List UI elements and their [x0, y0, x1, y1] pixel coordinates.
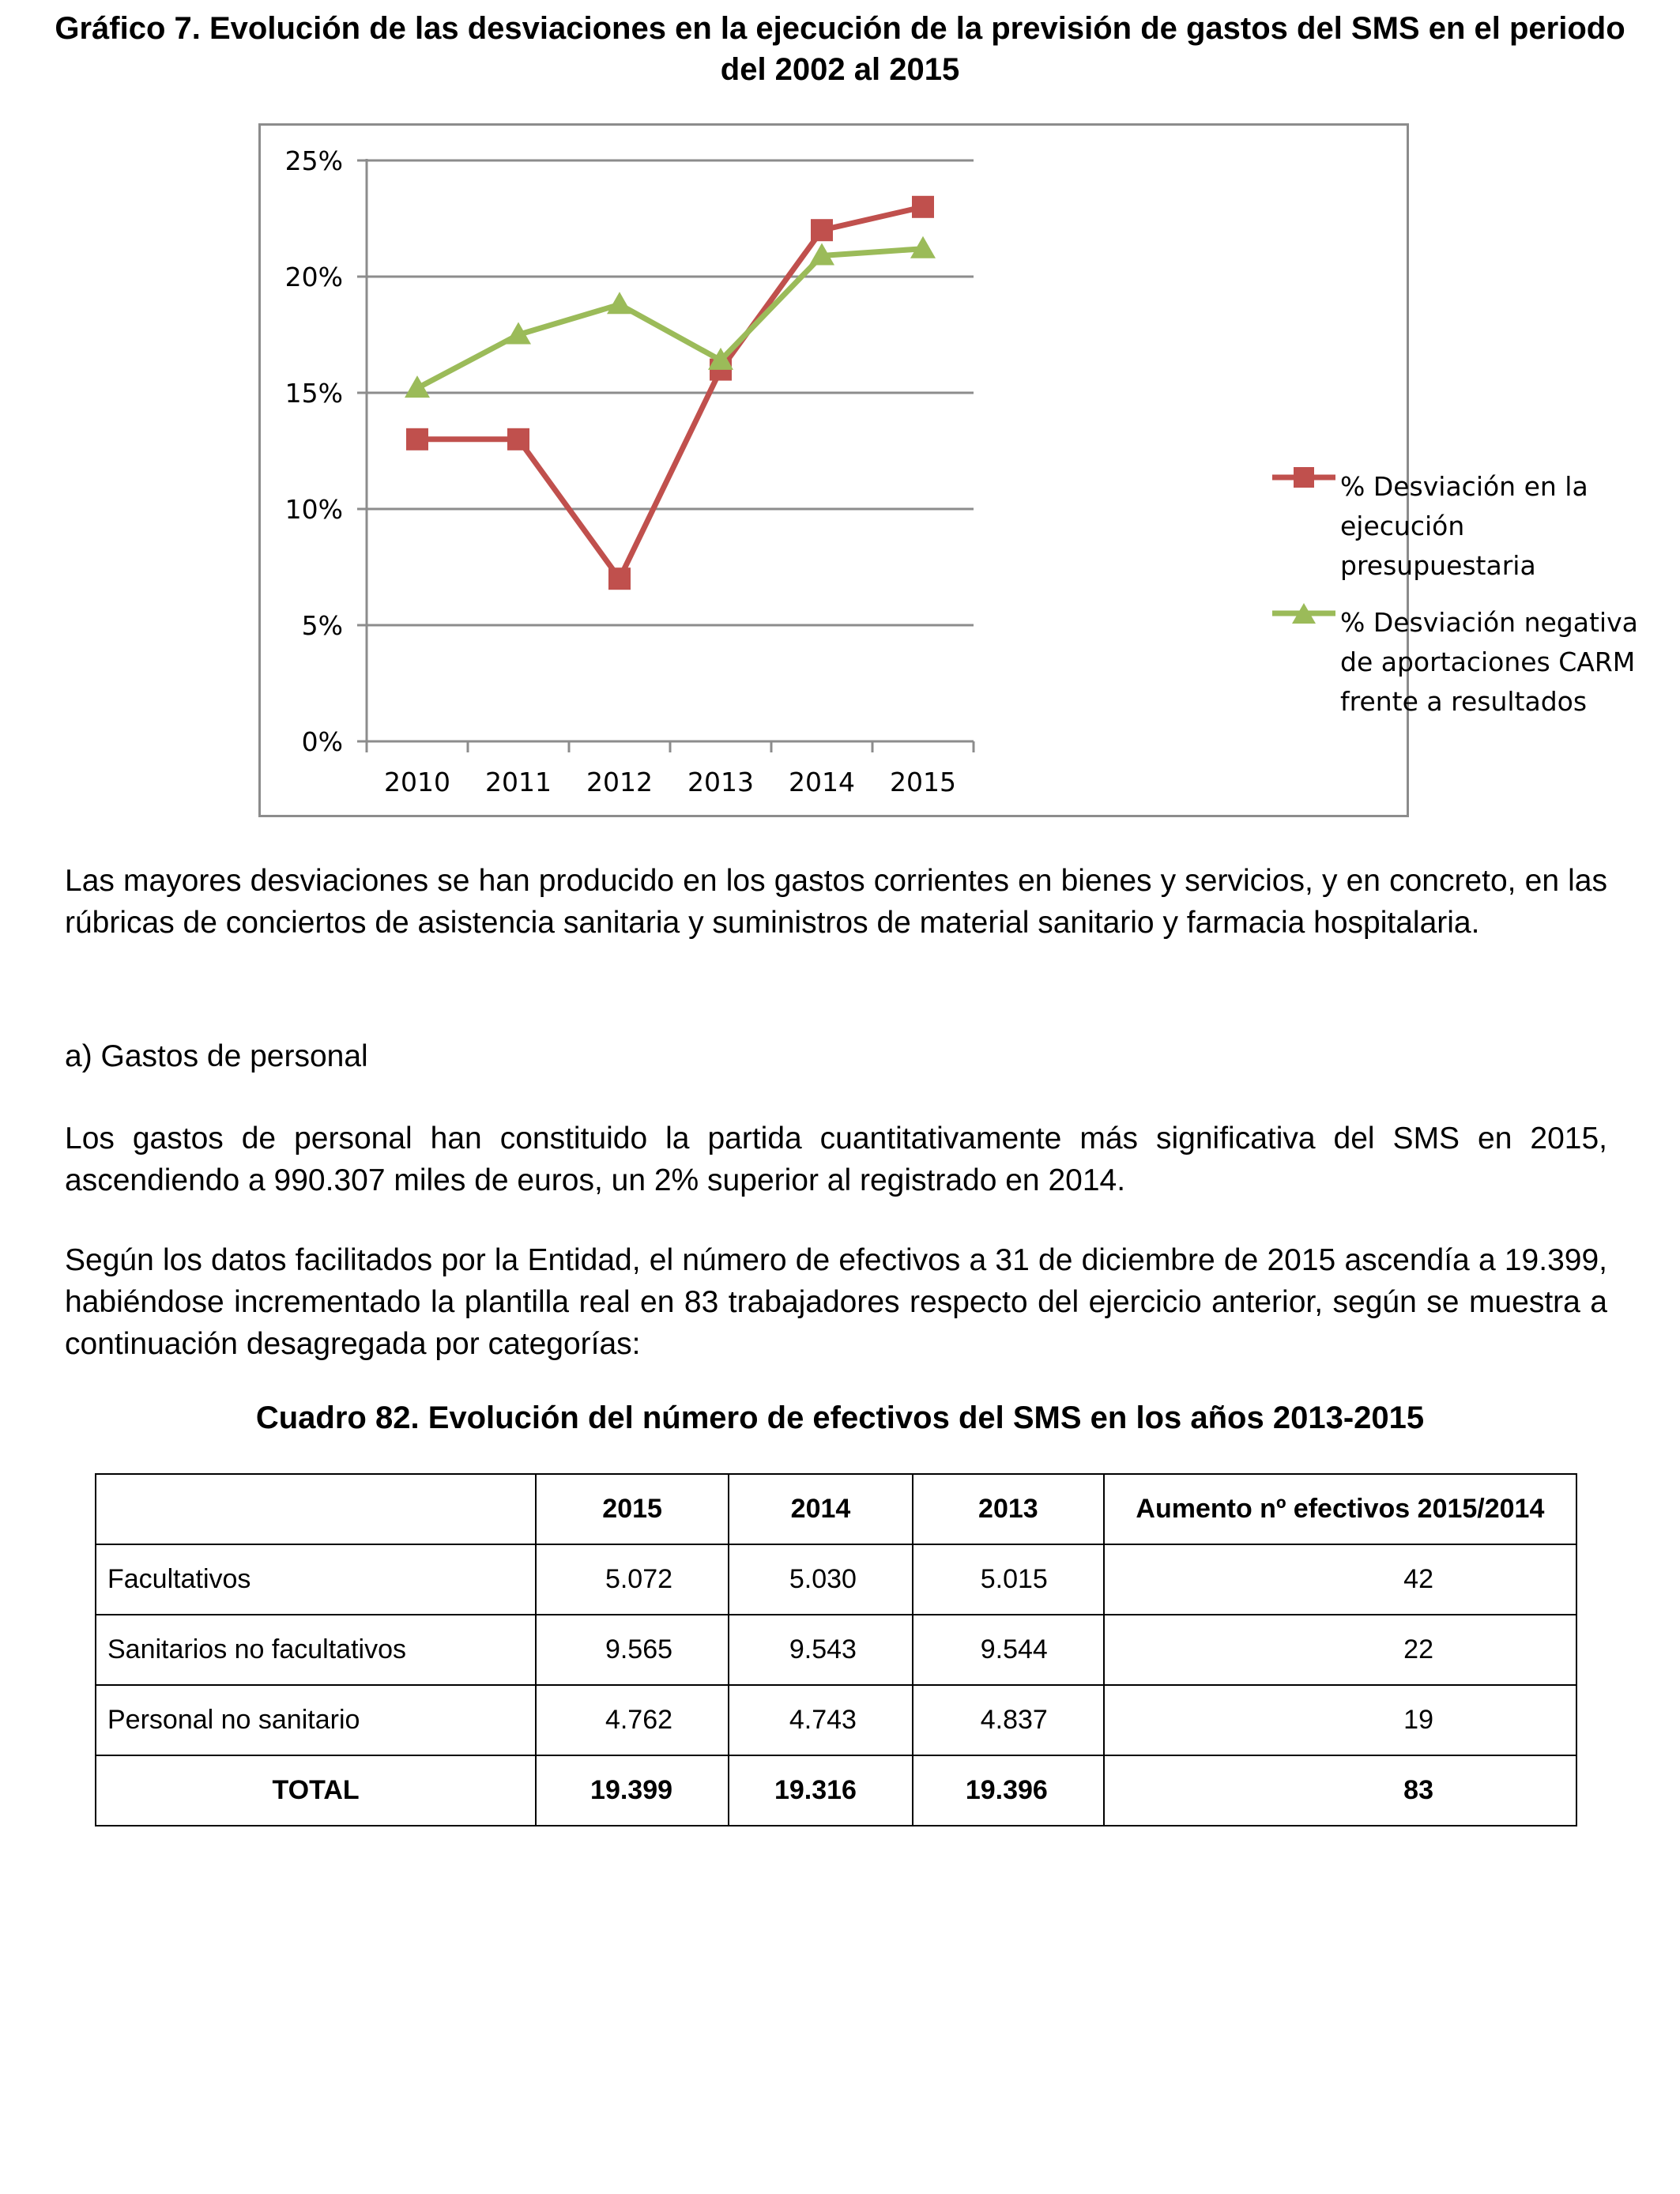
- x-tick-label: 2014: [789, 767, 855, 797]
- table-cell: Personal no sanitario: [96, 1685, 536, 1755]
- table-cell: 42: [1104, 1544, 1576, 1615]
- paragraph-efectivos: Según los datos facilitados por la Entidad, el número de efectivos a 31 de diciembre de 2015 ascendía a 19.399, habiéndose incrementado la plantilla real en 83 trabajadores respecto del ejercicio anterior, según se muestra a continuación desagregada por categorías:: [65, 1243, 1607, 1361]
- y-tick-label: 10%: [284, 494, 343, 525]
- table-row: [96, 1685, 1576, 1755]
- legend-swatch: [1272, 603, 1340, 624]
- table-cell: 22: [1104, 1615, 1576, 1685]
- table-cell: Sanitarios no facultativos: [96, 1615, 536, 1685]
- chart-legend: [1272, 467, 1667, 739]
- paragraph-gastos-personal: Los gastos de personal han constituido la partida cuantitativamente más significativa del SMS en 2015, ascendiendo a 990.307 miles de euros, un 2% superior al registrado en 2014.: [65, 1122, 1607, 1197]
- legend-label: % Desviación en la ejecución presupuestaria: [1340, 471, 1588, 581]
- table-title: Cuadro 82. Evolución del número de efectivos del SMS en los años 2013-2015: [255, 1400, 1425, 1435]
- table-row: [96, 1615, 1576, 1685]
- table-cell: 4.743: [729, 1685, 913, 1755]
- y-tick-label: 25%: [284, 145, 343, 176]
- table-cell: 83: [1104, 1755, 1576, 1826]
- table-cell: 4.837: [913, 1685, 1104, 1755]
- table-cell: TOTAL: [96, 1755, 536, 1826]
- y-tick-label: 15%: [284, 378, 343, 409]
- y-tick-label: 20%: [284, 262, 343, 292]
- data-point-triangle: [607, 292, 632, 314]
- y-tick-label: 5%: [301, 610, 343, 641]
- paragraph-desviaciones: Las mayores desviaciones se han producido en los gastos corrientes en bienes y servicios, y en concreto, en las rúbricas de conciertos de asistencia sanitaria y suministros de material sanitario y farmacia hospitalaria.: [65, 864, 1607, 940]
- data-point-square: [507, 428, 529, 450]
- chart-title: Gráfico 7. Evolución de las desviaciones en la ejecución de la previsión de gastos del SMS en el periodo del 2002 al 2015: [55, 11, 1625, 87]
- table-cell: 19.396: [913, 1755, 1104, 1826]
- table-header-cell: Aumento nº efectivos 2015/2014: [1104, 1474, 1576, 1544]
- data-point-square: [811, 219, 833, 241]
- legend-item: [1272, 467, 1667, 586]
- table-cell: 5.072: [536, 1544, 729, 1615]
- series-line-2: [417, 249, 923, 388]
- table-header-cell: 2013: [913, 1474, 1104, 1544]
- table-cell: 19: [1104, 1685, 1576, 1755]
- table-cell: 9.544: [913, 1615, 1104, 1685]
- data-point-square: [912, 196, 934, 218]
- legend-item: [1272, 603, 1667, 722]
- section-heading-gastos-personal: a) Gastos de personal: [65, 1039, 368, 1073]
- data-point-square: [608, 567, 631, 590]
- table-header-cell: 2015: [536, 1474, 729, 1544]
- chart-plot: [261, 126, 1407, 815]
- line-chart: [258, 123, 1638, 817]
- table-cell: 5.030: [729, 1544, 913, 1615]
- table-cell: 9.565: [536, 1615, 729, 1685]
- legend-marker-square: [1294, 467, 1314, 488]
- table-header-row: [96, 1474, 1576, 1544]
- x-tick-label: 2012: [586, 767, 653, 797]
- y-tick-label: 0%: [301, 726, 343, 757]
- x-tick-label: 2015: [890, 767, 956, 797]
- x-tick-label: 2011: [485, 767, 552, 797]
- table-total-row: [96, 1755, 1576, 1826]
- efectivos-table: [95, 1473, 1577, 1826]
- table-cell: 19.399: [536, 1755, 729, 1826]
- table-header-cell: [96, 1474, 536, 1544]
- table-header-cell: 2014: [729, 1474, 913, 1544]
- table-cell: 19.316: [729, 1755, 913, 1826]
- x-tick-label: 2010: [384, 767, 450, 797]
- table-cell: 4.762: [536, 1685, 729, 1755]
- table-cell: 9.543: [729, 1615, 913, 1685]
- table-row: [96, 1544, 1576, 1615]
- data-point-square: [406, 428, 428, 450]
- x-tick-label: 2013: [687, 767, 754, 797]
- legend-swatch: [1272, 467, 1340, 488]
- table-cell: Facultativos: [96, 1544, 536, 1615]
- legend-label: % Desviación negativa de aportaciones CARM frente a resultados: [1340, 607, 1638, 717]
- table-cell: 5.015: [913, 1544, 1104, 1615]
